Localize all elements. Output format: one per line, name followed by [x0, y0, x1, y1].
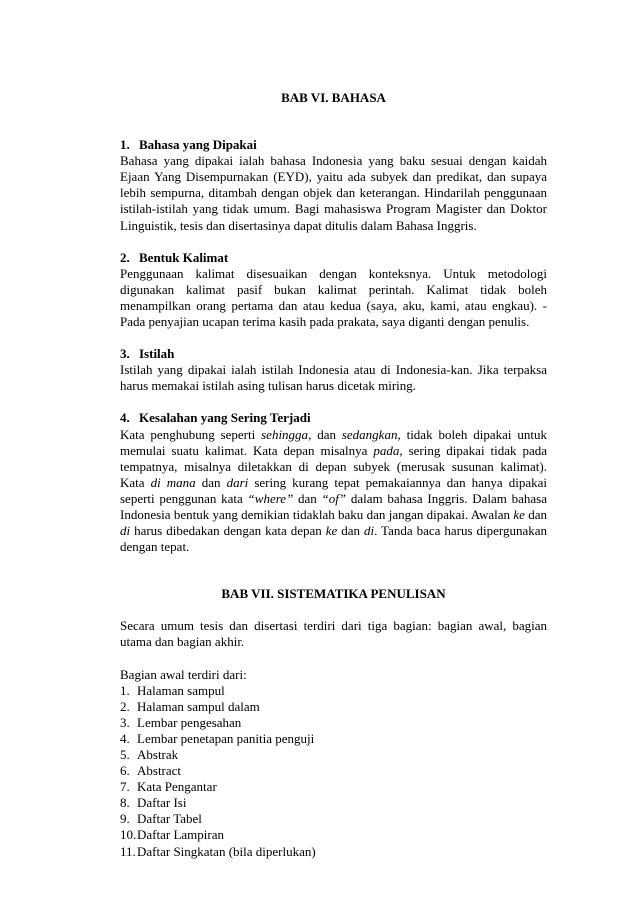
section-istilah [120, 346, 547, 394]
list-item-number: 1. [120, 682, 130, 698]
list-item-number: 3. [120, 714, 130, 730]
text-run: dan [293, 490, 322, 506]
list-item [120, 844, 547, 860]
page-content [120, 90, 547, 860]
italic-term: pada [373, 442, 400, 458]
text-run: , tidak boleh dipakai untuk memulai suatu kalimat. Kata depan misalnya [120, 426, 547, 458]
section-title: Bentuk Kalimat [139, 249, 229, 265]
section-body: Penggunaan kalimat disesuaikan dengan konteksnya. Untuk metodologi digunakan kalimat pasif bukan kalimat perintah. Kalimat tidak boleh menampilkan orang pertama dan atau kedua (saya, aku, kami, atau engkau). - Pada penyajian ucapan terima kasih pada prakata, saya diganti dengan penulis. [120, 265, 547, 330]
italic-term: dari [226, 474, 249, 490]
list-item [120, 795, 547, 811]
text-run: sering kurang tepat pemakaiannya dan hanya dipakai seperti penggunan kata [120, 474, 548, 506]
list-item [120, 747, 547, 763]
section-heading [120, 250, 547, 266]
list-item-number: 8. [120, 795, 130, 811]
list-item-number: 2. [120, 698, 130, 714]
section-title: Kesalahan yang Sering Terjadi [139, 410, 311, 426]
list-item-text: Lembar pengesahan [137, 714, 242, 730]
bagian-awal-list [120, 683, 547, 860]
italic-term: di mana [150, 474, 196, 490]
section-heading [120, 346, 547, 362]
text-run: , dan [308, 426, 342, 442]
section-heading [120, 410, 547, 426]
chapter-title-bab6: BAB VI. BAHASA [281, 90, 386, 105]
section-number: 3. [120, 346, 130, 362]
list-item-text: Kata Pengantar [137, 779, 217, 795]
list-item-number: 10. [120, 827, 137, 843]
list-item [120, 827, 547, 843]
section-kesalahan [120, 410, 547, 555]
italic-term: sehingga [261, 426, 309, 442]
list-item [120, 683, 547, 699]
italic-term: di [120, 523, 131, 539]
text-run: Kata penghubung seperti [120, 426, 262, 442]
list-item-number: 7. [120, 779, 130, 795]
list-item-text: Halaman sampul [137, 682, 225, 698]
section-bahasa-yang-dipakai [120, 137, 547, 234]
italic-term: di [363, 523, 375, 539]
list-item-text: Halaman sampul dalam [137, 698, 260, 714]
text-run: . Tanda baca harus dipergunakan dengan tepat. [120, 523, 547, 555]
list-intro: Bagian awal terdiri dari: [120, 666, 247, 682]
list-item-number: 9. [120, 811, 130, 827]
section-body: Istilah yang dipakai ialah istilah Indonesia atau di Indonesia-kan. Jika terpaksa harus memakai istilah asing tulisan harus dicetak miring. [120, 362, 547, 394]
chapter-title-bab7: BAB VII. SISTEMATIKA PENULISAN [221, 586, 446, 602]
section-bentuk-kalimat [120, 250, 547, 330]
italic-term: ke [325, 523, 338, 539]
text-run: , sering dipakai tidak pada tempatnya, misalnya diletakkan di depan subyek (merusak susunan kalimat). Kata [120, 442, 547, 490]
list-item-text: Abstrak [137, 747, 179, 762]
section-body: Bahasa yang dipakai ialah bahasa Indonesia yang baku sesuai dengan kaidah Ejaan Yang Disempurnakan (EYD), yaitu ada subyek dan predikat, dan supaya lebih sempurna, ditambah dengan objek dan keterangan. Hindarilah penggunaan istilah-istilah yang tidak umum. Bagi mahasiswa Program Magister dan Doktor Linguistik, tesis dan disertasinya dapat ditulis dalam Bahasa Inggris. [120, 153, 547, 233]
text-run: harus dibedakan dengan kata depan [130, 523, 326, 539]
italic-term: ke [513, 506, 525, 522]
list-item [120, 811, 547, 827]
text-run: dan [337, 523, 364, 539]
section-number: 2. [120, 249, 130, 265]
list-item-text: Lembar penetapan panitia penguji [137, 730, 315, 746]
list-item-number: 6. [120, 763, 130, 779]
italic-term: “of” [321, 490, 347, 506]
list-item-text: Daftar Lampiran [137, 827, 224, 843]
list-item [120, 731, 547, 747]
list-item-text: Daftar Tabel [137, 811, 202, 827]
section-body [120, 427, 547, 556]
list-item-number: 4. [120, 730, 130, 746]
list-item [120, 763, 547, 779]
list-item [120, 699, 547, 715]
list-item-text: Daftar Singkatan (bila diperlukan) [137, 843, 316, 859]
chapter-intro: Secara umum tesis dan disertasi terdiri dari tiga bagian: bagian awal, bagian utama dan bagian akhir. [120, 618, 547, 650]
list-item-text: Daftar Isi [137, 795, 187, 811]
text-run: dan [195, 474, 227, 490]
list-item [120, 779, 547, 795]
section-title: Istilah [139, 346, 175, 362]
section-number: 4. [120, 410, 130, 426]
text-run: dalam bahasa Inggris. Dalam bahasa Indonesia bentuk yang demikian tidaklah baku dan jangan dipakai. Awalan [120, 490, 547, 522]
section-number: 1. [120, 137, 130, 153]
section-title: Bahasa yang Dipakai [139, 137, 257, 153]
list-item-text: Abstract [137, 763, 182, 779]
section-heading [120, 137, 547, 153]
text-run: dan [524, 506, 547, 522]
list-item-number: 5. [120, 747, 130, 762]
list-item-number: 11. [120, 843, 136, 859]
italic-term: “where” [247, 490, 294, 506]
italic-term: sedangkan [341, 426, 398, 442]
list-item [120, 715, 547, 731]
